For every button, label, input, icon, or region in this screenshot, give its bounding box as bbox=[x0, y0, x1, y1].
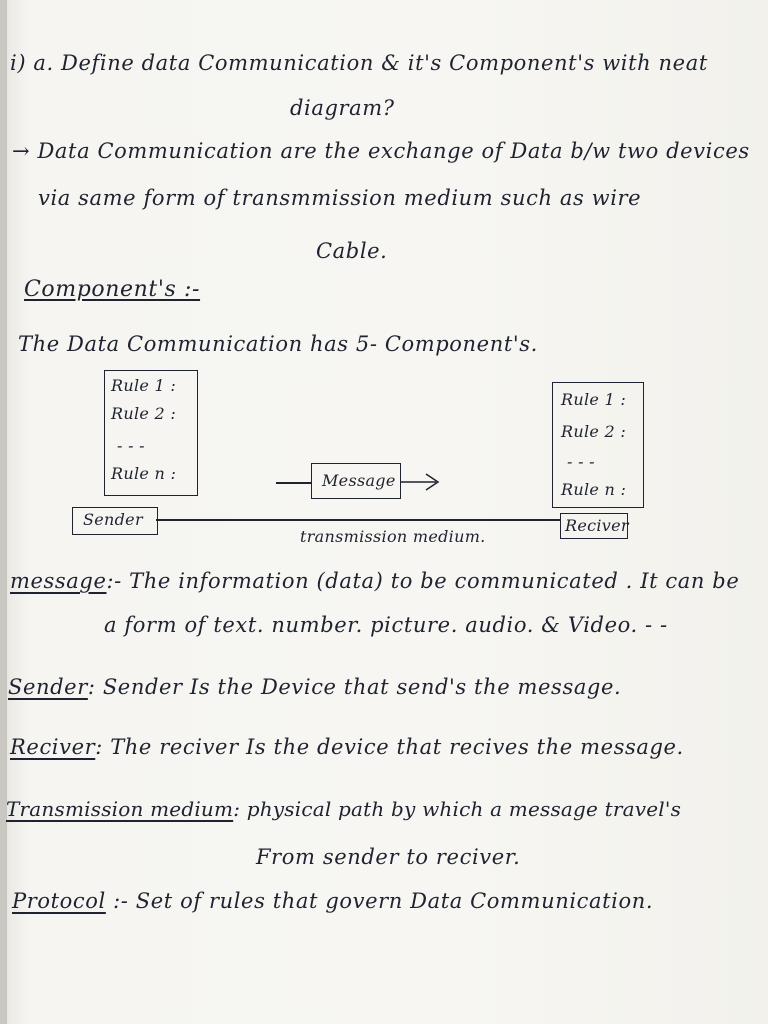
definition-text: physical path by which a message travel's bbox=[246, 797, 682, 821]
definition-text: Set of rules that govern Data Communication. bbox=[135, 889, 654, 913]
definition-text: The information (data) to be communicated . It can be bbox=[129, 569, 740, 593]
definition-receiver: Reciver: The reciver Is the device that recives the message. bbox=[10, 735, 684, 759]
definition-message-cont: a form of text. number. picture. audio. & Video. - - bbox=[104, 613, 668, 637]
definition-message: message:- The information (data) to be communicated . It can be bbox=[10, 569, 740, 593]
receiver-rule-2: Rule 2 : bbox=[561, 422, 627, 441]
definition-transmission-medium: Transmission medium: physical path by which a message travel's bbox=[6, 797, 682, 821]
definition-protocol: Protocol :- Set of rules that govern Data Communication. bbox=[12, 889, 654, 913]
definition-sender: Sender: Sender Is the Device that send's the message. bbox=[8, 675, 622, 699]
sender-box bbox=[72, 507, 158, 535]
definition-term: Reciver bbox=[10, 735, 96, 759]
question-text: a. Define data Communication & it's Component's with neat bbox=[33, 51, 708, 75]
answer-line-1: → Data Communication are the exchange of Data b/w two devices bbox=[12, 139, 750, 163]
question-line-2: diagram? bbox=[290, 96, 395, 120]
receiver-rule-dots: - - - bbox=[567, 452, 595, 471]
definition-term: Protocol bbox=[12, 889, 106, 913]
sender-label: Sender bbox=[83, 510, 143, 529]
definition-transmission-medium-cont: From sender to reciver. bbox=[256, 845, 521, 869]
arrow-right-icon bbox=[400, 470, 442, 494]
components-heading: Component's :- bbox=[24, 277, 201, 302]
definition-term: message bbox=[10, 569, 107, 593]
sender-rule-1: Rule 1 : bbox=[111, 376, 177, 395]
message-arrow-tail bbox=[276, 482, 312, 484]
question-number: i) bbox=[10, 51, 27, 75]
receiver-protocol-box bbox=[552, 382, 644, 508]
receiver-rule-1: Rule 1 : bbox=[561, 390, 627, 409]
message-box bbox=[311, 463, 401, 499]
transmission-medium-line bbox=[156, 519, 560, 521]
sender-rule-2: Rule 2 : bbox=[111, 404, 177, 423]
answer-line-2: via same form of transmmission medium such as wire bbox=[38, 186, 642, 210]
sender-rule-dots: - - - bbox=[117, 436, 145, 455]
definition-text: Sender Is the Device that send's the message. bbox=[102, 675, 622, 699]
definition-text: The reciver Is the device that recives the message. bbox=[110, 735, 684, 759]
definition-term: Transmission medium bbox=[6, 797, 234, 821]
message-label: Message bbox=[322, 471, 396, 490]
components-intro: The Data Communication has 5- Component's. bbox=[18, 332, 538, 356]
page-binding-edge bbox=[0, 0, 7, 1024]
answer-line-3: Cable. bbox=[316, 239, 388, 263]
transmission-medium-label: transmission medium. bbox=[300, 527, 486, 546]
receiver-box bbox=[560, 513, 628, 539]
receiver-rule-n: Rule n : bbox=[561, 480, 627, 499]
sender-protocol-box bbox=[104, 370, 198, 496]
question-line-1 bbox=[10, 52, 708, 75]
definition-term: Sender bbox=[8, 675, 88, 699]
receiver-label: Reciver bbox=[565, 516, 629, 535]
sender-rule-n: Rule n : bbox=[111, 464, 177, 483]
